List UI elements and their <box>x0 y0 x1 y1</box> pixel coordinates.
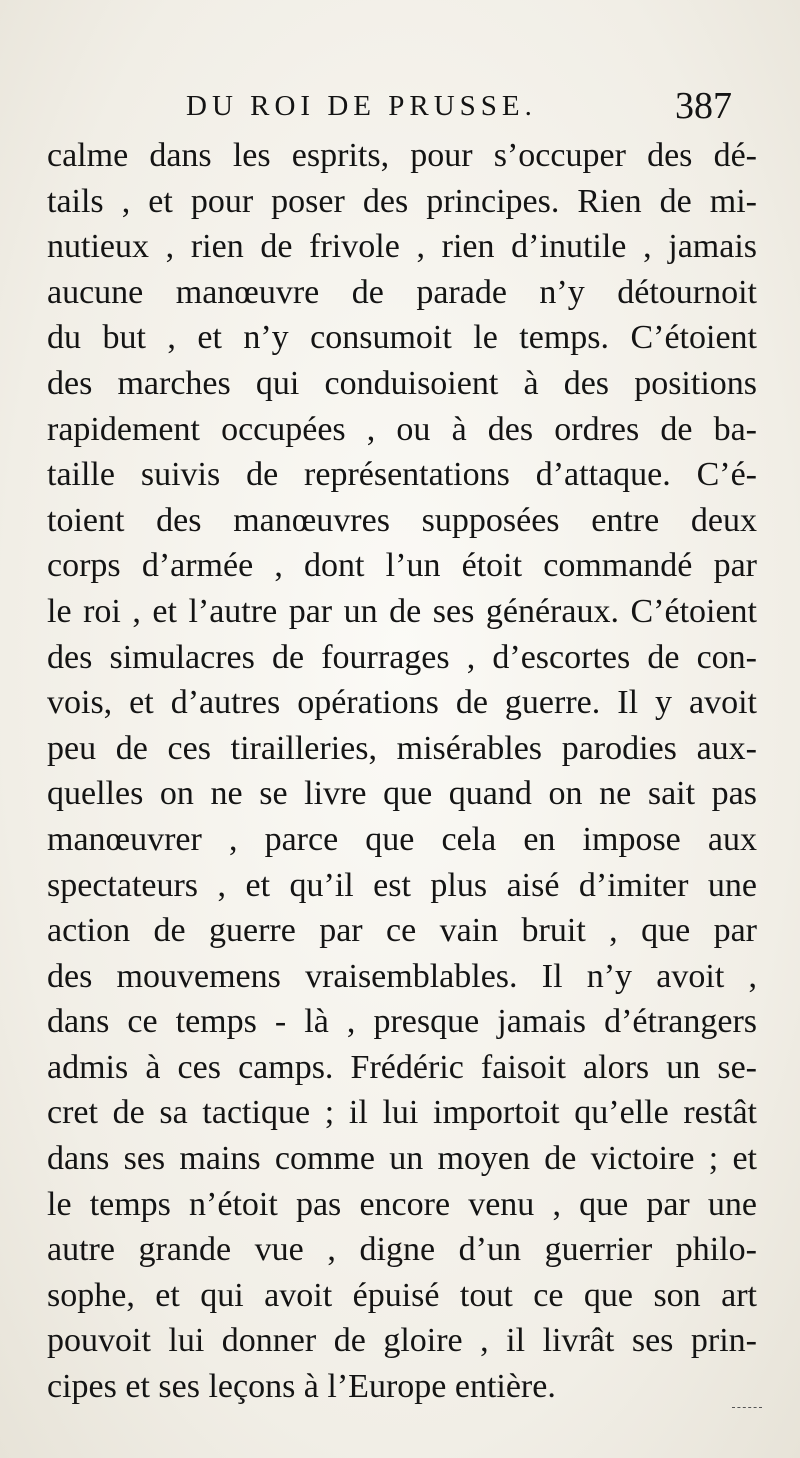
text-line: cret de sa tactique ; il lui importoit qu’elle restât <box>47 1094 757 1132</box>
text-line: autre grande vue , digne d’un guerrier philo- <box>47 1231 757 1269</box>
text-line: pouvoit lui donner de gloire , il livrât ses prin- <box>47 1322 757 1360</box>
text-line: vois, et d’autres opérations de guerre. Il y avoit <box>47 684 757 722</box>
text-line: calme dans les esprits, pour s’occuper des dé- <box>47 137 757 174</box>
running-title: DU ROI DE PRUSSE. <box>186 90 537 122</box>
text-line: corps d’armée , dont l’un étoit commandé par <box>47 547 757 585</box>
text-line: manœuvrer , parce que cela en impose aux <box>47 820 757 858</box>
text-line: cipes et ses leçons à l’Europe entière. <box>47 1368 556 1406</box>
page-header <box>0 84 800 134</box>
text-line: peu de ces tirailleries, misérables parodies aux- <box>47 729 757 767</box>
text-line: du but , et n’y consumoit le temps. C’étoient <box>47 319 757 357</box>
text-line: le roi , et l’autre par un de ses généraux. C’étoient <box>47 592 757 630</box>
text-line: nutieux , rien de frivole , rien d’inutile , jamais <box>47 228 757 266</box>
text-line: taille suivis de représentations d’attaque. C’é- <box>47 456 757 494</box>
printer-mark <box>732 1407 762 1410</box>
text-line: action de guerre par ce vain bruit , que par <box>47 912 757 950</box>
text-line: tails , et pour poser des principes. Rien de mi- <box>47 182 757 220</box>
text-line: des marches qui conduisoient à des positions <box>47 364 757 402</box>
text-line: sophe, et qui avoit épuisé tout ce que son art <box>47 1276 757 1314</box>
body-text <box>47 133 757 1410</box>
text-line: dans ses mains comme un moyen de victoire ; et <box>47 1140 757 1178</box>
text-line: des mouvemens vraisemblables. Il n’y avoit , <box>47 957 757 995</box>
text-line: spectateurs , et qu’il est plus aisé d’imiter une <box>47 866 757 904</box>
text-line: admis à ces camps. Frédéric faisoit alors un se- <box>47 1048 757 1086</box>
text-line: dans ce temps - là , presque jamais d’étrangers <box>47 1003 757 1041</box>
text-line: quelles on ne se livre que quand on ne sait pas <box>47 775 757 813</box>
text-line: le temps n’étoit pas encore venu , que par une <box>47 1185 757 1223</box>
text-line: rapidement occupées , ou à des ordres de ba- <box>47 410 757 448</box>
text-line: des simulacres de fourrages , d’escortes de con- <box>47 638 757 676</box>
text-line: toient des manœuvres supposées entre deux <box>47 501 757 539</box>
text-line: aucune manœuvre de parade n’y détournoit <box>47 273 757 311</box>
page-number: 387 <box>675 85 732 127</box>
